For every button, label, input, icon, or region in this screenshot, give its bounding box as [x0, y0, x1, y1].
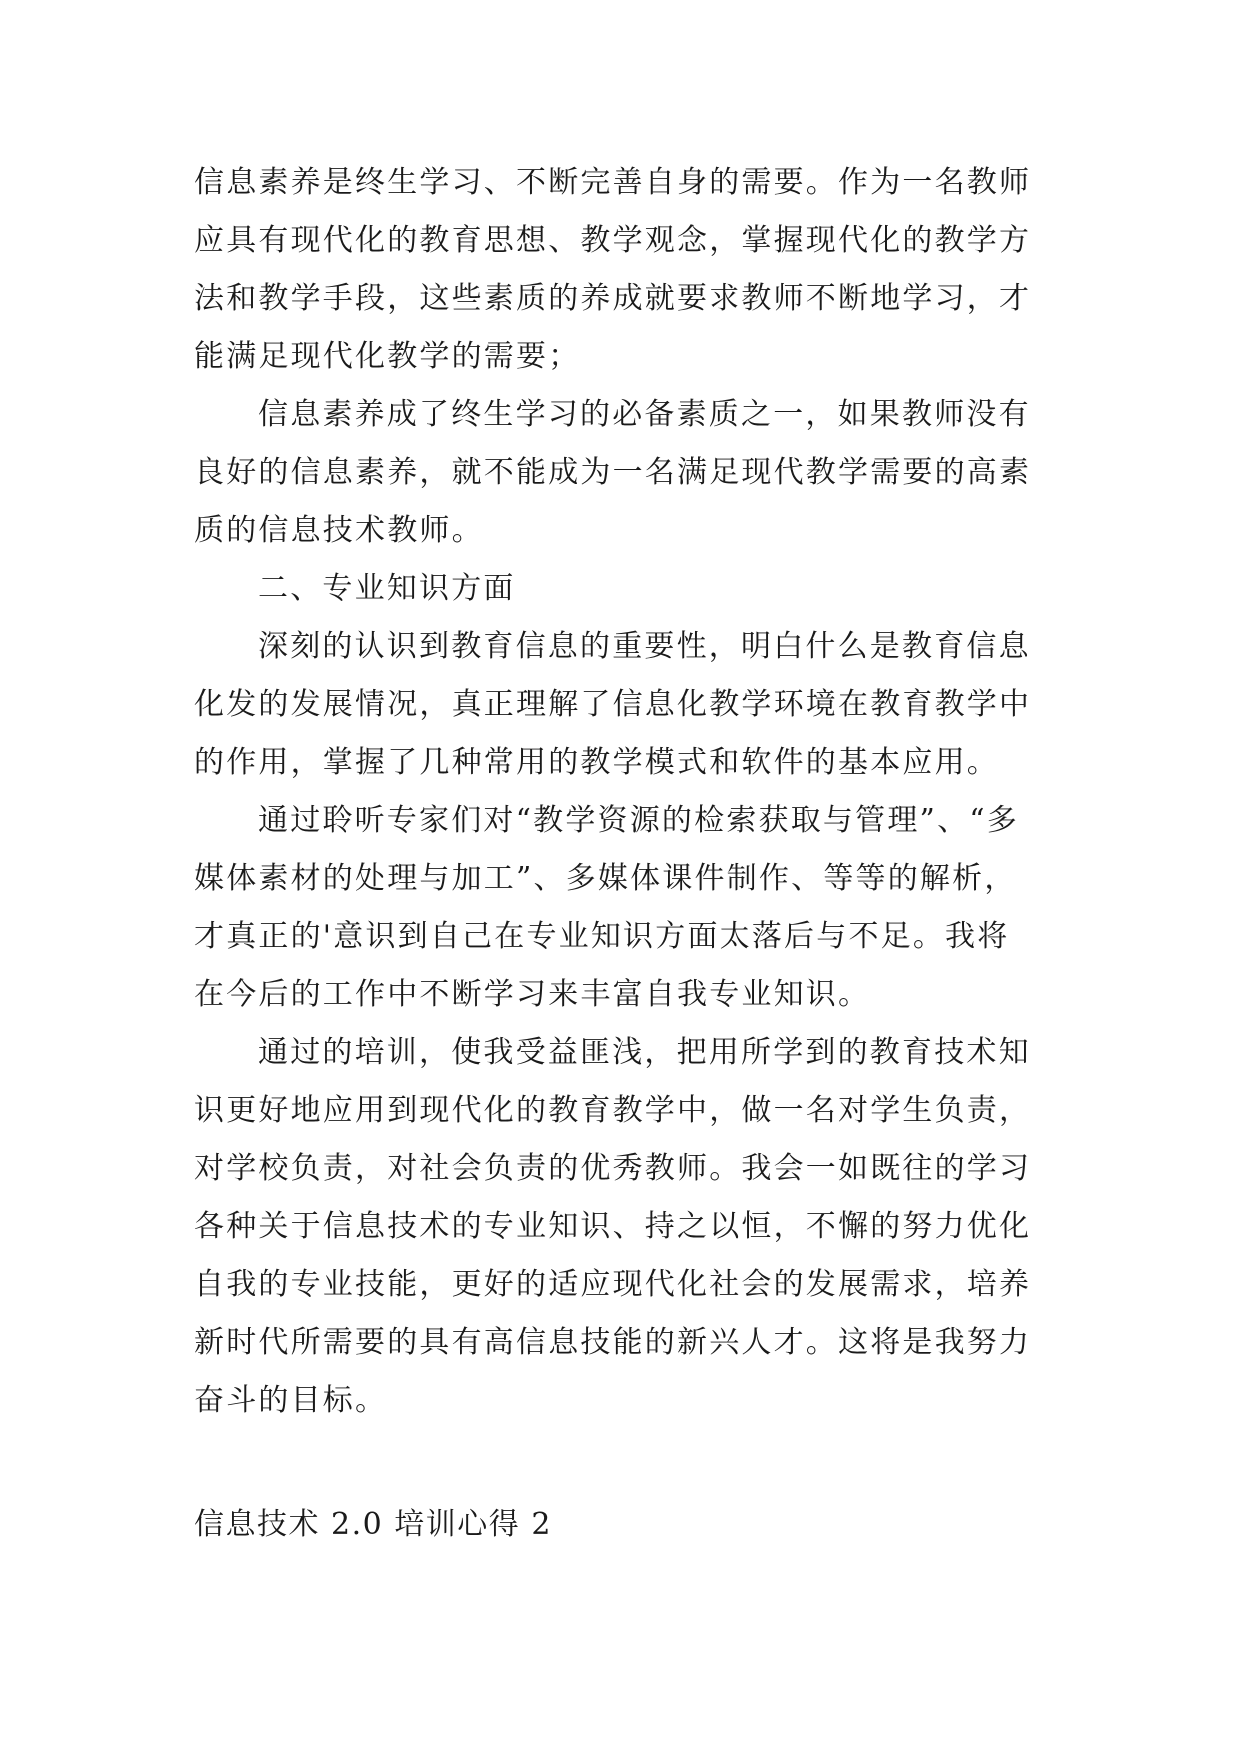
- paragraph-line: 才真正的'意识到自己在专业知识方面太落后与不足。我将: [194, 919, 1010, 954]
- paragraph-line: 对学校负责，对社会负责的优秀教师。我会一如既往的学习: [194, 1151, 1032, 1186]
- paragraph-line: 深刻的认识到教育信息的重要性，明白什么是教育信息: [258, 629, 1031, 664]
- paragraph-line: 通过的培训，使我受益匪浅，把用所学到的教育技术知: [258, 1035, 1031, 1070]
- paragraph-line: 应具有现代化的教育思想、教学观念，掌握现代化的教学方: [194, 223, 1032, 258]
- next-article-title: 信息技术 2.0 培训心得 2: [194, 1507, 552, 1542]
- section-heading: 二、专业知识方面: [258, 571, 516, 606]
- paragraph-line: 奋斗的目标。: [194, 1383, 388, 1418]
- paragraph-line: 新时代所需要的具有高信息技能的新兴人才。这将是我努力: [194, 1325, 1032, 1360]
- document-body: [194, 154, 1052, 1430]
- paragraph-line: 信息素养成了终生学习的必备素质之一，如果教师没有: [258, 397, 1031, 432]
- paragraph-line: 质的信息技术教师。: [194, 513, 484, 548]
- paragraph-line: 良好的信息素养，就不能成为一名满足现代教学需要的高素: [194, 455, 1032, 490]
- paragraph-line: 的作用，掌握了几种常用的教学模式和软件的基本应用。: [194, 745, 999, 780]
- paragraph-line: 信息素养是终生学习、不断完善自身的需要。作为一名教师: [194, 165, 1032, 200]
- paragraph-line: 各种关于信息技术的专业知识、持之以恒，不懈的努力优化: [194, 1209, 1032, 1244]
- paragraph-line: 自我的专业技能，更好的适应现代化社会的发展需求，培养: [194, 1267, 1032, 1302]
- paragraph-line: 能满足现代化教学的需要；: [194, 339, 581, 374]
- paragraph-line: 识更好地应用到现代化的教育教学中，做一名对学生负责，: [194, 1093, 1032, 1128]
- paragraph-line: 化发的发展情况，真正理解了信息化教学环境在教育教学中: [194, 687, 1032, 722]
- paragraph-line: 通过聆听专家们对“教学资源的检索获取与管理”、“多: [258, 803, 1020, 838]
- paragraph-line: 法和教学手段，这些素质的养成就要求教师不断地学习，才: [194, 281, 1032, 316]
- paragraph-line: 在今后的工作中不断学习来丰富自我专业知识。: [194, 977, 871, 1012]
- paragraph-line: 媒体素材的处理与加工”、多媒体课件制作、等等的解析，: [194, 861, 1017, 896]
